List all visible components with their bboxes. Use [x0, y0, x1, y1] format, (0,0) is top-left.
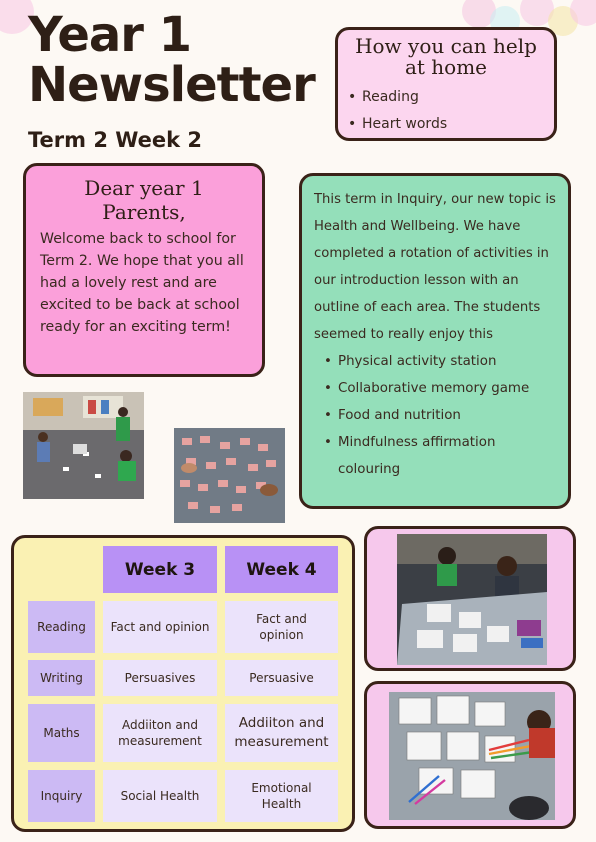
inquiry-item: • Mindfulness affirmation colouring: [324, 429, 556, 483]
dear-text: Welcome back to school for Term 2. We hope that you all had a lovely rest and are excited to be back at school ready for an exciting term!: [40, 231, 244, 335]
help-list: [348, 84, 544, 138]
table-cell: Emotional Health: [225, 770, 338, 822]
table-header-week3: Week 3: [103, 546, 217, 593]
inquiry-item: • Food and nutrition: [324, 402, 556, 429]
inquiry-text: This term in Inquiry, our new topic is Health and Wellbeing. We have completed a rotation of activities in our introduction lesson with an outline of each area. The students seemed to really enjoy this: [314, 192, 556, 342]
inquiry-list: [314, 348, 556, 483]
page-title: [28, 7, 315, 113]
help-item: • Reading: [348, 84, 544, 111]
table-row-label: Maths: [28, 704, 95, 762]
title-line-1: Year 1: [28, 7, 192, 63]
table-cell: Persuasive: [225, 660, 338, 696]
table-cell: Addiiton and measurement: [103, 704, 217, 762]
dear-parents-box: [23, 163, 265, 377]
help-item: • Heart words: [348, 111, 544, 138]
help-box: [335, 27, 557, 141]
affirmation-photo: [389, 692, 555, 820]
colouring-photo-frame: [364, 526, 576, 671]
table-cell: Persuasives: [103, 660, 217, 696]
affirmation-photo-frame: [364, 681, 576, 829]
dear-title: Dear year 1 Parents,: [84, 176, 204, 224]
weekly-plan-table: [11, 535, 355, 832]
classroom-photo: [23, 392, 144, 499]
title-line-2: Newsletter: [28, 57, 315, 113]
table-cell: Fact and opinion: [103, 601, 217, 653]
table-row-label: Reading: [28, 601, 95, 653]
help-title: How you can help at home: [355, 34, 537, 79]
inquiry-box: [299, 173, 571, 509]
table-header-week4: Week 4: [225, 546, 338, 593]
table-cell: Fact and opinion: [225, 601, 338, 653]
page-subtitle: Term 2 Week 2: [28, 128, 203, 152]
table-row-label: Writing: [28, 660, 95, 696]
colouring-photo: [397, 534, 547, 665]
memory-game-photo: [174, 428, 285, 523]
table-cell: Addiiton and measurement: [225, 704, 338, 762]
table-cell: Social Health: [103, 770, 217, 822]
inquiry-item: • Physical activity station: [324, 348, 556, 375]
table-row-label: Inquiry: [28, 770, 95, 822]
inquiry-item: • Collaborative memory game: [324, 375, 556, 402]
